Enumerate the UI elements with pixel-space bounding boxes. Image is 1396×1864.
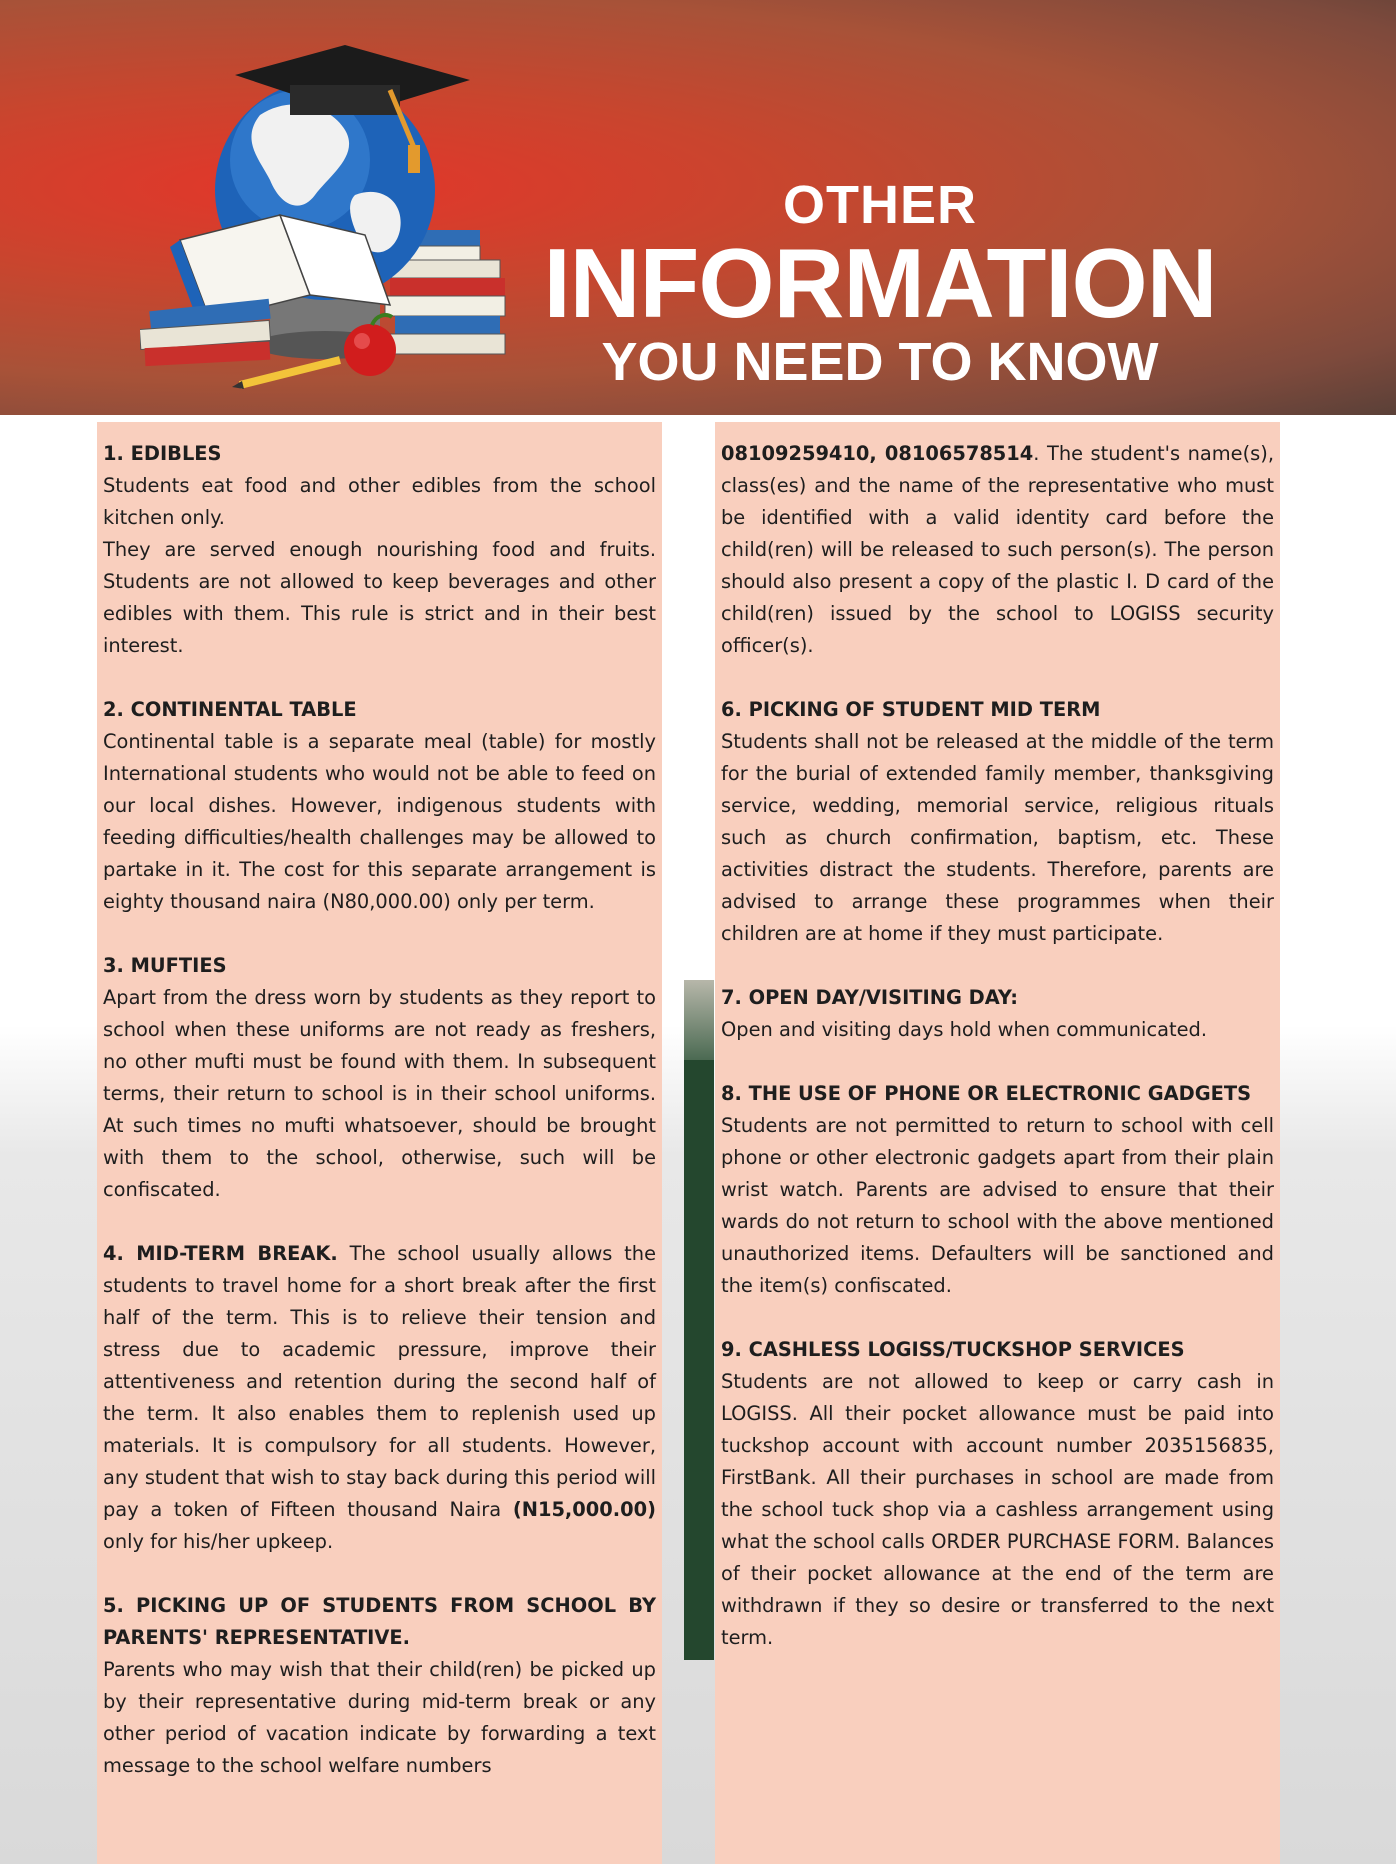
section-text: Continental table is a separate meal (table) for mostly International students who would not be able to feed on our local dishes. However, indigenous students with feeding difficulties/health challenges may be allowed to partake in it. The cost for this separate arrangement is eighty thousand naira (N80,000.00) only per term. <box>103 730 656 913</box>
section-text: Students are not permitted to return to school with cell phone or other electronic gadgets apart from their plain wrist watch. Parents are advised to ensure that their wards do not return to school with the above mentioned unauthorized items. Defaulters will be sanctioned and the item(s) confiscated. <box>721 1114 1274 1297</box>
section-text: . The student's name(s), class(es) and the name of the representative who must be identified with a valid identity card before the child(ren) will be released to such person(s). The person should also present a copy of the plastic I. D card of the child(ren) issued by the school to LOGISS security officer(s). <box>721 442 1274 657</box>
section-heading-mufties: 3. MUFTIES <box>103 954 227 977</box>
banner-title <box>520 175 1240 393</box>
header-banner <box>0 0 1396 415</box>
welfare-numbers: 08109259410, 08106578514 <box>721 442 1034 465</box>
right-column <box>715 422 1280 1864</box>
section-text: Students shall not be released at the middle of the term for the burial of extended family member, thanksgiving service, wedding, memorial service, religious rituals such as church confirmation, baptism, etc. These activities distract the students. Therefore, parents are advised to arrange these programmes when their children are at home if they must participate. <box>721 730 1274 945</box>
section-heading-picking-up-students: 5. PICKING UP OF STUDENTS FROM SCHOOL BY PARENTS' REPRESENTATIVE. <box>103 1594 656 1649</box>
section-heading-picking-mid-term: 6. PICKING OF STUDENT MID TERM <box>721 698 1101 721</box>
section-text: Apart from the dress worn by students as they report to school when these uniforms are not ready as freshers, no other mufti must be found with them. In subsequent terms, their return to school is in their school uniforms. At such times no mufti whatsoever, should be brought with them to the school, otherwise, such will be confiscated. <box>103 986 656 1201</box>
section-text: Students are not allowed to keep or carry cash in LOGISS. All their pocket allowance must be paid into tuckshop account with account number 2035156835, FirstBank. All their purchases in school are made from the school tuck shop via a cashless arrangement using what the school calls ORDER PURCHASE FORM. Balances of their pocket allowance at the end of the term are withdrawn if they so desire or transferred to the next term. <box>721 1370 1274 1649</box>
title-line-other: OTHER <box>783 175 977 235</box>
section-text: Open and visiting days hold when communicated. <box>721 1018 1207 1041</box>
section-text: Students eat food and other edibles from the school kitchen only. <box>103 474 656 529</box>
chalkboard-background <box>684 1060 714 1660</box>
section-text: only for his/her upkeep. <box>103 1530 334 1553</box>
chalkboard-frame <box>684 980 714 1060</box>
section-text: They are served enough nourishing food and fruits. Students are not allowed to keep beverages and other edibles with them. This rule is strict and in their best interest. <box>103 538 656 657</box>
section-heading-phone-gadgets: 8. THE USE OF PHONE OR ELECTRONIC GADGETS <box>721 1082 1252 1105</box>
left-column <box>97 422 662 1864</box>
section-text: Parents who may wish that their child(ren) be picked up by their representative during mid-term break or any other period of vacation indicate by forwarding a text message to the school welfare numbers <box>103 1658 656 1777</box>
title-line-you-need-to-know: YOU NEED TO KNOW <box>601 332 1159 392</box>
section-mid-term-break <box>103 1238 656 1558</box>
title-line-information: INFORMATION <box>543 228 1217 338</box>
section-heading-edibles: 1. EDIBLES <box>103 442 222 465</box>
section-heading-cashless-tuckshop: 9. CASHLESS LOGISS/TUCKSHOP SERVICES <box>721 1338 1185 1361</box>
education-illustration <box>140 45 520 395</box>
section-text: The school usually allows the students to travel home for a short break after the first half of the term. This is to relieve their tension and stress due to academic pressure, improve their attentiveness and retention during the second half of the term. It also enables them to replenish used up materials. It is compulsory for all students. However, any student that wish to stay back during this period will pay a token of Fifteen thousand Naira <box>103 1242 657 1521</box>
section-heading-continental-table: 2. CONTINENTAL TABLE <box>103 698 357 721</box>
amount-highlight: (N15,000.00) <box>512 1498 656 1521</box>
section-heading-mid-term-break: 4. MID-TERM BREAK. <box>103 1242 338 1265</box>
section-heading-open-day: 7. OPEN DAY/VISITING DAY: <box>721 986 1018 1009</box>
section-continued <box>721 438 1274 662</box>
